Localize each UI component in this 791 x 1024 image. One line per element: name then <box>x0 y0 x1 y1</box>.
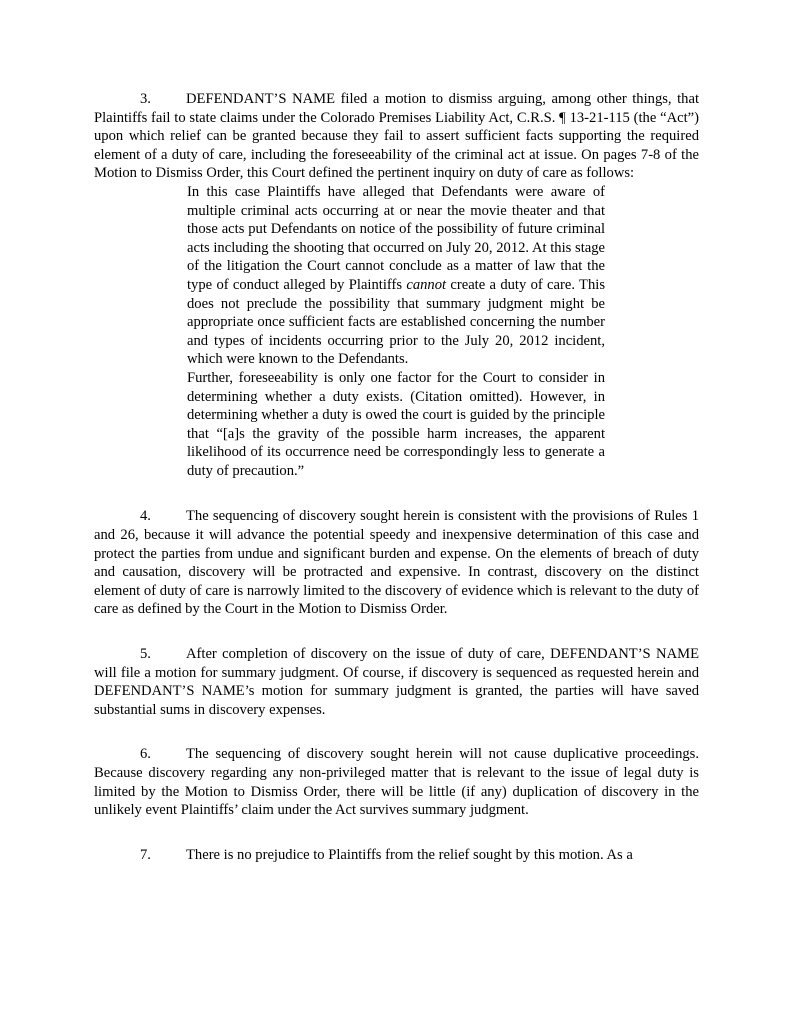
quote-text: In this case Plaintiffs have alleged that Defendants were aware of multiple criminal acts occurring at or near the movie theater and that those acts put Defendants on notice of the possibility of future criminal acts including the shooting that occurred on July 20, 2012. At this stage of the litigation the Court cannot conclude as a matter of law that the type of conduct alleged by Plaintiffs <box>187 183 605 293</box>
paragraph-number: 4. <box>140 508 151 525</box>
paragraph-number: 3. <box>140 91 151 107</box>
quote-text: create a duty of care. This does not preclude the possibility that summary judgment might be appropriate once sufficient facts are established concerning the number and types of incidents occurring prior to the July 20, 2012 incident, which were known to the Defendants. <box>187 276 605 368</box>
paragraph-text: The sequencing of discovery sought herein is consistent with the provisions of Rules 1 and 26, because it will advance the potential speedy and inexpensive determination of this case and protect the parties from undue and significant burden and expense. On the elements of breach of duty and causation, discovery will be protracted and expensive. In contrast, discovery on the distinct element of duty of care is narrowly limited to the discovery of evidence which is relevant to the duty of care as defined by the Court in the Motion to Dismiss Order. <box>94 508 699 618</box>
paragraph-7 <box>94 846 699 865</box>
paragraph-number: 7. <box>140 846 151 863</box>
paragraph-text: There is no prejudice to Plaintiffs from the relief sought by this motion. As a <box>186 846 633 863</box>
paragraph-5 <box>94 645 699 719</box>
paragraph-text: The sequencing of discovery sought herein will not cause duplicative proceedings. Because discovery regarding any non-privileged matter that is relevant to the issue of legal duty is limited by the Motion to Dismiss Order, there will be little (if any) duplication of discovery in the unlikely event Plaintiffs’ claim under the Act survives summary judgment. <box>94 746 699 819</box>
paragraph-3 <box>94 90 699 183</box>
quote-paragraph-2 <box>187 369 605 481</box>
paragraph-text: After completion of discovery on the issue of duty of care, DEFENDANT’S NAME will file a motion for summary judgment. Of course, if discovery is sequenced as requested herein and DEFENDANT’S NAME’s motion for summary judgment is granted, the parties will have saved substantial sums in discovery expenses. <box>94 646 699 718</box>
paragraph-number: 6. <box>140 746 151 763</box>
paragraph-number: 5. <box>140 646 151 663</box>
paragraph-4 <box>94 507 699 619</box>
paragraph-text: DEFENDANT’S NAME filed a motion to dismiss arguing, among other things, that Plaintiffs fail to state claims under the Colorado Premises Liability Act, C.R.S. ¶ 13-21-115 (the “Act”) upon which relief can be granted because they fail to assert sufficient facts supporting the required element of a duty of care, including the foreseeability of the criminal act at issue. On pages 7-8 of the Motion to Dismiss Order, this Court defined the pertinent inquiry on duty of care as follows: <box>94 91 699 182</box>
paragraph-6 <box>94 745 699 819</box>
block-quote <box>187 183 605 481</box>
quote-text: Further, foreseeability is only one factor for the Court to consider in determining whether a duty exists. (Citation omitted). However, in determining whether a duty is owed the court is guided by the principle that “[a]s the gravity of the possible harm increases, the apparent likelihood of its occurrence need be correspondingly less to generate a duty of precaution.” <box>187 369 605 479</box>
quote-italic-text: cannot <box>406 276 447 293</box>
quote-paragraph-1 <box>187 183 605 369</box>
document-page <box>94 90 699 864</box>
